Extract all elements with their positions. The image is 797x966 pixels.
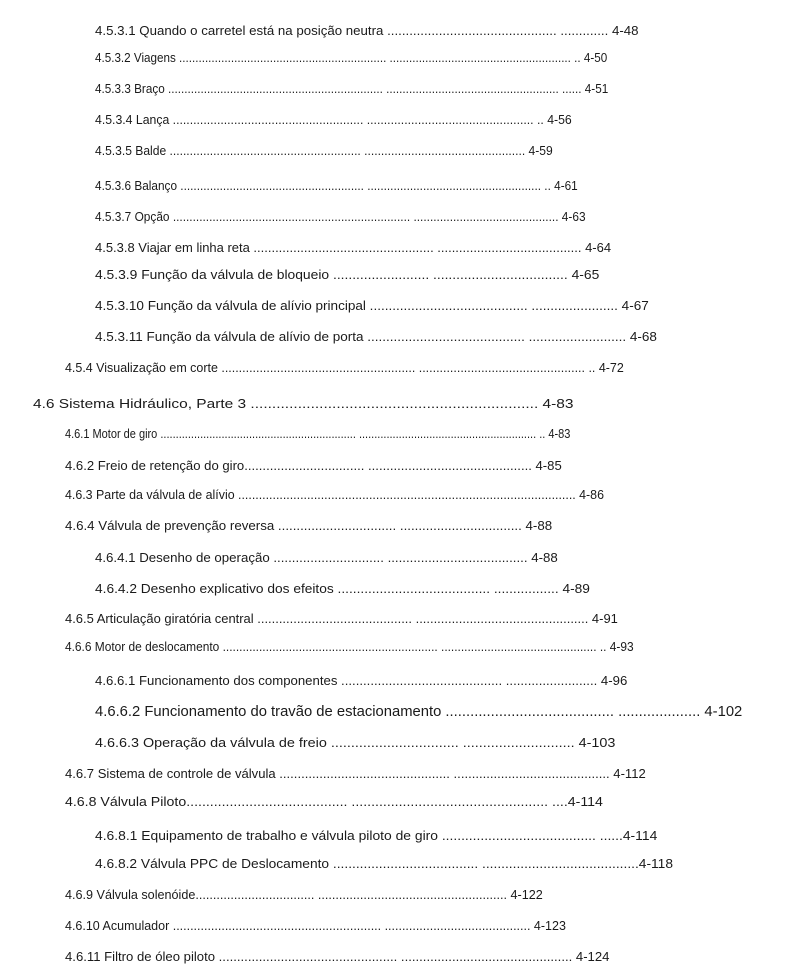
- toc-entry-4-6-6-3: 4.6.6.3 Operação da válvula de freio ................................ ............................ 4-103: [95, 735, 616, 750]
- toc-entry-4-6-3: 4.6.3 Parte da válvula de alívio .................................................................................................. 4-86: [65, 487, 604, 502]
- toc-entry-4-5-3-9: 4.5.3.9 Função da válvula de bloqueio ......................... ................................... 4-65: [95, 267, 600, 282]
- toc-entry-4-6-4-2: 4.6.4.2 Desenho explicativo dos efeitos ........................................ ................. 4-89: [95, 581, 590, 596]
- toc-entry-4-5-3-8: 4.5.3.8 Viajar em linha reta .................................................. ........................................ 4-64: [95, 240, 612, 255]
- toc-entry-4-5-3-11: 4.5.3.11 Função da válvula de alívio de porta .......................................... .......................... 4-68: [95, 329, 657, 344]
- toc-entry-4-5-3-6: 4.5.3.6 Balanço ........................................................ ..................................................... .. 4-61: [95, 178, 578, 193]
- toc-entry-4-6-4-1: 4.6.4.1 Desenho de operação .............................. ...................................... 4-88: [95, 550, 558, 565]
- toc-entry-4-6-1: 4.6.1 Motor de giro ................................................................ .......................................................... .. 4-83: [65, 426, 571, 441]
- toc-entry-4-5-3-10: 4.5.3.10 Função da válvula de alívio principal .......................................... ....................... 4-67: [95, 298, 649, 313]
- toc-entry-4-6-11: 4.6.11 Filtro de óleo piloto ................................................. ............................................... 4-124: [65, 949, 610, 964]
- toc-entry-4-5-3-1: 4.5.3.1 Quando o carretel está na posição neutra .............................................. ............. 4-48: [95, 23, 639, 38]
- toc-entry-4-5-3-3: 4.5.3.3 Braço .................................................................. ..................................................... ...... 4-51: [95, 81, 609, 96]
- toc-entry-4-6-6-2: 4.6.6.2 Funcionamento do travão de estacionamento ......................................... .................... 4-102: [95, 704, 743, 720]
- toc-entry-4-6-10: 4.6.10 Acumulador ............................................................ .......................................... 4-123: [65, 918, 566, 933]
- toc-entry-4-6-8-1: 4.6.8.1 Equipamento de trabalho e válvula piloto de giro ........................................ ......4-114: [95, 828, 658, 843]
- toc-entry-4-6-4: 4.6.4 Válvula de prevenção reversa ................................ ................................. 4-88: [65, 518, 553, 533]
- toc-entry-4-6-5: 4.6.5 Articulação giratória central ........................................... ................................................ 4-91: [65, 611, 618, 626]
- toc-entry-4-6-7: 4.6.7 Sistema de controle de válvula ............................................... ........................................... 4-112: [65, 766, 646, 781]
- toc-entry-4-6-2: 4.6.2 Freio de retenção do giro................................. ............................................. 4-85: [65, 458, 562, 473]
- toc-entry-4-6-9: 4.6.9 Válvula solenóide.................................. ...................................................... 4-122: [65, 887, 543, 902]
- toc-entry-4-6-6-1: 4.6.6.1 Funcionamento dos componentes ............................................ ......................... 4-96: [95, 673, 628, 688]
- toc-entry-4-6-6: 4.6.6 Motor de deslocamento ................................................................. ............................................... .. 4-93: [65, 639, 634, 654]
- toc-entry-4-6-8-2: 4.6.8.2 Válvula PPC de Deslocamento ...................................... .........................................4-118: [95, 856, 673, 871]
- toc-entry-4-5-4: 4.5.4 Visualização em corte ........................................................ ................................................ .. 4-72: [65, 360, 624, 375]
- toc-entry-4-5-3-4: 4.5.3.4 Lança ........................................................ ................................................. .. 4-56: [95, 112, 572, 127]
- toc-entry-4-5-3-5: 4.5.3.5 Balde ......................................................... ................................................ 4-59: [95, 143, 553, 158]
- toc-entry-4-6: 4.6 Sistema Hidráulico, Parte 3 ................................................................... 4-83: [33, 396, 574, 411]
- toc-entry-4-5-3-2: 4.5.3.2 Viagens ................................................................ ........................................................ .. 4-50: [95, 50, 608, 65]
- toc-entry-4-6-8: 4.6.8 Válvula Piloto......................................... .................................................. ....4-114: [65, 794, 603, 809]
- toc-entry-4-5-3-7: 4.5.3.7 Opção ........................................................................ ............................................ 4-63: [95, 209, 586, 224]
